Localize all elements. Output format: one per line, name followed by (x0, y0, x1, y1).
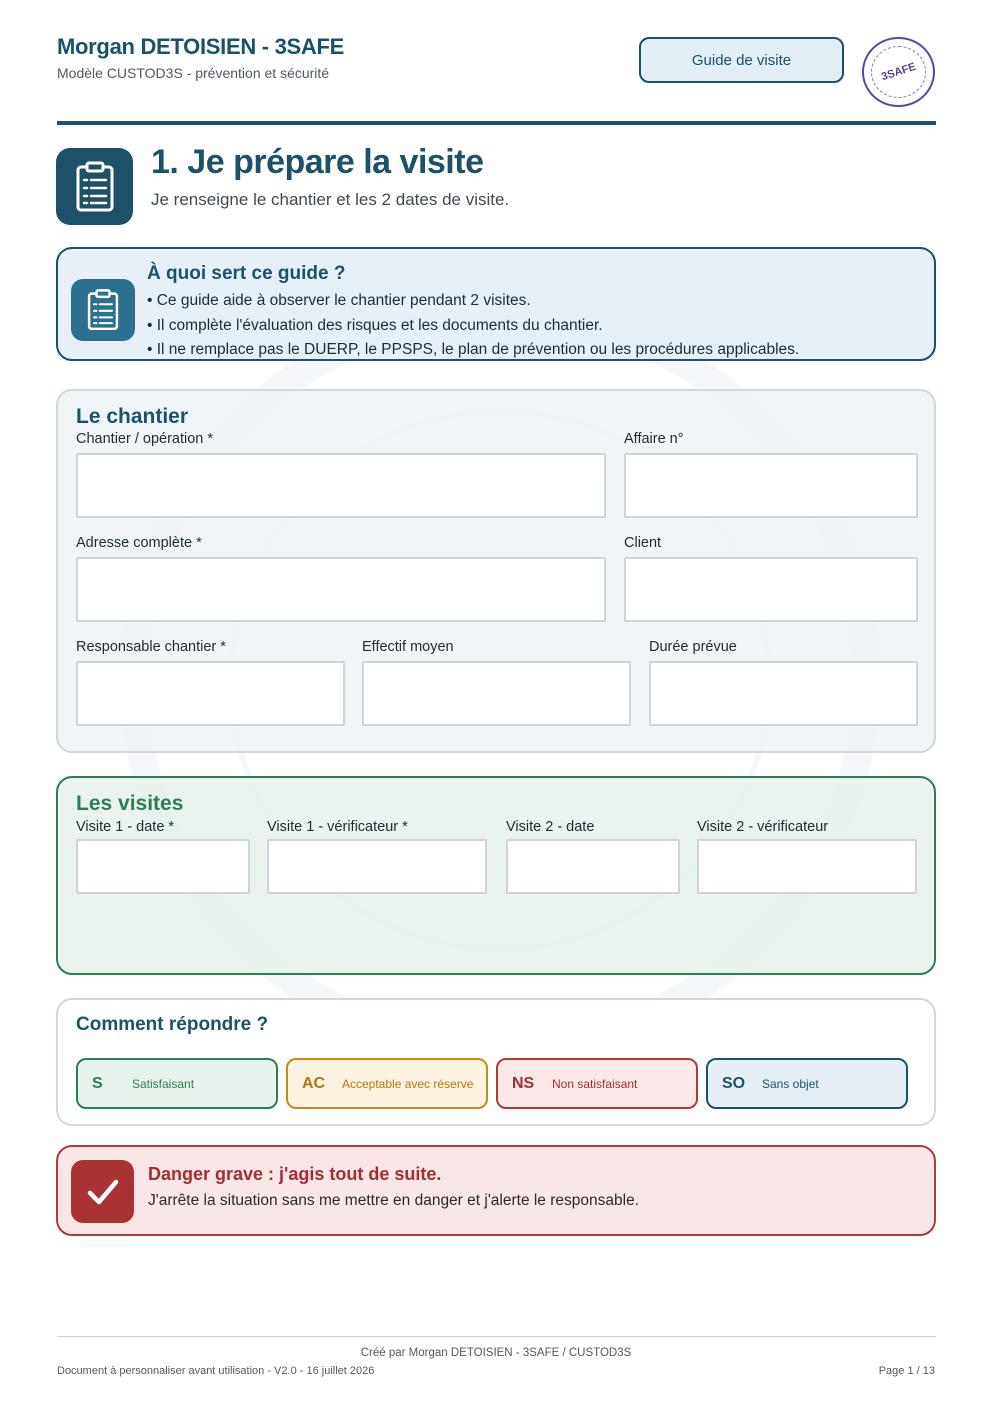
info-list (147, 291, 799, 365)
header-divider (57, 121, 936, 125)
visit2-date-label: Visite 2 - date (506, 819, 595, 835)
page-title: 1. Je prépare la visite (151, 143, 484, 181)
danger-alert-box (56, 1145, 936, 1236)
list-item: • Ce guide aide à observer le chantier pendant 2 visites. (147, 291, 799, 316)
visites-section (56, 776, 936, 975)
affaire-label: Affaire n° (624, 431, 684, 447)
client-field[interactable] (624, 557, 918, 622)
page-number: Page 1 / 13 (878, 1365, 935, 1377)
duree-field[interactable] (649, 661, 918, 726)
guide-info-box (56, 247, 936, 361)
visit2-verif-field[interactable] (697, 839, 917, 894)
checkmark-icon (71, 1160, 134, 1223)
chantier-section (56, 389, 936, 753)
adresse-field[interactable] (76, 557, 606, 622)
answer-label: Acceptable avec réserve (342, 1076, 474, 1091)
answer-code: AC (302, 1074, 326, 1092)
list-item: • Il ne remplace pas le DUERP, le PPSPS, le plan de prévention ou les procédures applicables. (147, 340, 799, 365)
answer-code: SO (722, 1074, 746, 1092)
answer-code: S (92, 1074, 103, 1092)
visit2-verif-label: Visite 2 - vérificateur (697, 819, 829, 835)
answer-label: Satisfaisant (132, 1076, 195, 1091)
duree-label: Durée prévue (649, 639, 737, 655)
author-name: Morgan DETOISIEN - 3SAFE (57, 34, 344, 59)
answer-label: Non satisfaisant (552, 1076, 638, 1091)
guide-button[interactable]: Guide de visite (639, 37, 844, 83)
danger-title: Danger grave : j'agis tout de suite. (148, 1164, 442, 1184)
clipboard-icon (71, 279, 135, 341)
info-title: À quoi sert ce guide ? (147, 263, 346, 284)
model-subtitle: Modèle CUSTOD3S - prévention et sécurité (57, 65, 330, 81)
seal-inner (871, 46, 926, 98)
visit1-date-label: Visite 1 - date * (76, 819, 175, 835)
answer-label: Sans objet (762, 1076, 819, 1091)
chantier-title: Le chantier (76, 405, 189, 428)
adresse-label: Adresse complète * (76, 535, 202, 551)
visit1-verif-label: Visite 1 - vérificateur * (267, 819, 408, 835)
visites-title: Les visites (76, 792, 184, 815)
answer-option-s[interactable] (76, 1058, 278, 1109)
company-seal-logo (862, 37, 935, 107)
answer-option-so[interactable] (706, 1058, 908, 1109)
answer-legend-title: Comment répondre ? (76, 1014, 269, 1035)
answer-legend-section (56, 998, 936, 1126)
list-item: • Il complète l'évaluation des risques et les documents du chantier. (147, 316, 799, 341)
page-subtitle: Je renseigne le chantier et les 2 dates de visite. (151, 190, 510, 209)
effectif-field[interactable] (362, 661, 631, 726)
affaire-field[interactable] (624, 453, 918, 518)
visit1-verif-field[interactable] (267, 839, 487, 894)
footer-divider (57, 1336, 936, 1337)
answer-option-ac[interactable] (286, 1058, 488, 1109)
clipboard-icon (56, 148, 133, 225)
answer-option-ns[interactable] (496, 1058, 698, 1109)
visit2-date-field[interactable] (506, 839, 680, 894)
responsable-label: Responsable chantier * (76, 639, 226, 655)
footer-credit: Créé par Morgan DETOISIEN - 3SAFE / CUSTOD3S (360, 1347, 632, 1359)
operation-label: Chantier / opération * (76, 431, 214, 447)
danger-text: J'arrête la situation sans me mettre en danger et j'alerte le responsable. (148, 1192, 639, 1209)
footer-doc-info: Document à personnaliser avant utilisation - V2.0 - 16 juillet 2026 (57, 1365, 375, 1377)
seal-text: 3SAFE (879, 60, 918, 84)
visit1-date-field[interactable] (76, 839, 250, 894)
client-label: Client (624, 535, 662, 551)
effectif-label: Effectif moyen (362, 639, 454, 655)
responsable-field[interactable] (76, 661, 345, 726)
operation-field[interactable] (76, 453, 606, 518)
answer-code: NS (512, 1074, 535, 1092)
